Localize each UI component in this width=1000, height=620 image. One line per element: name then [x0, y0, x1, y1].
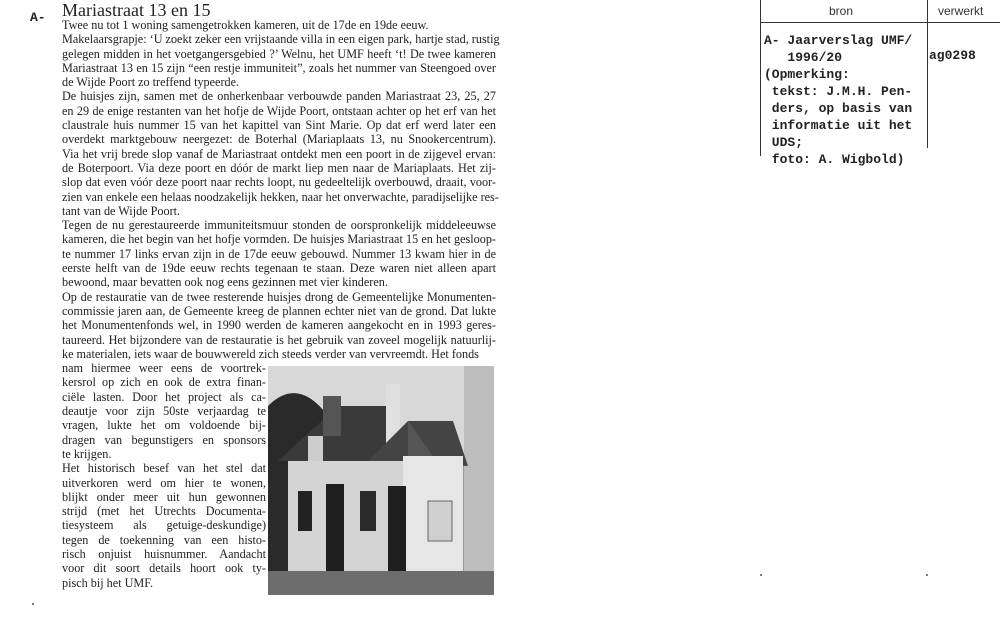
text-line: dragen van begunstigers en sponsors: [62, 432, 266, 447]
text-line: Op de restauratie van de twee resterende huisjes drong de Gemeentelijke Monumenten-: [62, 289, 496, 304]
scan-dot: [926, 574, 928, 576]
section-marker: A-: [30, 10, 46, 25]
header-verwerkt: verwerkt: [938, 4, 984, 18]
text-line: blijkt onder meer uit hun gewonnen: [62, 489, 266, 504]
text-line: deautje voor zijn 50ste verjaardag te: [62, 404, 266, 419]
text-line: eerste helft van de 19de eeuw rechts tegenaan te staan. Deze waren niet alleen apart: [62, 261, 496, 276]
paragraph: [62, 218, 496, 289]
text-line: kersrol op zich en ook de extra finan-: [62, 375, 266, 390]
header-bron: bron: [829, 4, 854, 18]
text-line: commissie jaren aan, de Gemeente kreeg de plannen echter niet van de grond. Dat lukte: [62, 303, 496, 318]
paragraph: [62, 18, 496, 32]
text-line: te krijgen.: [62, 446, 112, 461]
text-line: Het historisch besef van het stel dat: [62, 461, 266, 476]
text-line: bewoond, maar bevatten ook nog eens gezinnen met vier kinderen.: [62, 275, 388, 290]
text-line: en 29 de enige restanten van het hofje de Wijde Poort, ontstaan achter op het erf van het: [62, 103, 496, 118]
text-line: tant van de Wijde Poort.: [62, 203, 181, 218]
page-title: Mariastraat 13 en 15: [62, 0, 211, 20]
text-line: de Wijde Poort zo treffend typeerde.: [62, 75, 240, 90]
text-line: kameren, die het begin van het hofje vormden. De huisjes Mariastraat 15 en het gesloop-: [62, 232, 496, 247]
text-line: gelegen midden in het voetgangersgebied ?’ Welnu, het UMF heeft ‘t! De twee kameren: [62, 46, 496, 61]
text-line: uitverkoren werd om hier te wonen,: [62, 475, 266, 490]
text-line: strijd (met het Utrechts Documenta-: [62, 504, 266, 519]
table-header-rule: [760, 22, 1000, 23]
paragraph: [62, 89, 499, 218]
text-line: het Monumentenfonds wel, in 1990 werden de kameren aangekocht en in 1993 geres-: [62, 318, 496, 333]
text-line: nam hiermee weer eens de voortrek-: [62, 361, 266, 376]
text-line: ciële lasten. Door het project als ca-: [62, 389, 266, 404]
text-line: Mariastraat 13 en 15 zijn “een restje immuniteit”, zoals het nummer van Steengoed over: [62, 60, 496, 75]
text-line: de Boterpoort. Via deze poort en dóór de markt liep men naar de Mariaplaats. Het zij-: [62, 160, 496, 175]
text-line: voor dit soort details hoort ook ty-: [62, 561, 266, 576]
bron-cell: A- Jaarverslag UMF/ 1996/20 (Opmerking: tekst: J.M.H. Pen- ders, op basis van informatie uit het UDS; foto: A. Wigbold): [764, 33, 913, 167]
text-line: risch onjuist huisnummer. Aandacht: [62, 546, 266, 561]
text-line: vragen, lukte het om voldoende bij-: [62, 418, 266, 433]
text-line: tiesysteem als getuige-deskundige): [62, 518, 266, 533]
scan-dot: [32, 603, 34, 605]
text-line: tegen de toekenning van een histo-: [62, 532, 266, 547]
text-line: ke materialen, iets waar de bouwwereld zich steeds verder van vervreemdt. Het fonds: [62, 346, 479, 361]
text-line: Tegen de nu gerestaureerde immuniteitsmuur stonden de oorspronkelijk middeleeuwse: [62, 218, 496, 233]
text-line: Twee nu tot 1 woning samengetrokken kameren, uit de 17de en 19de eeuw.: [62, 18, 429, 32]
text-line: overdekt marktgebouw neergezet: de Boterhal (Mariaplaats 13, nu Snookercentrum).: [62, 132, 496, 147]
verwerkt-cell: ag0298: [929, 48, 976, 63]
house-photo: [268, 366, 494, 595]
text-line: zien van enkele een helaas noodzakelijk hekken, naar het onverwachte, paradijselijke res-: [62, 189, 499, 204]
text-line: Via het vrij brede slop vanaf de Mariastraat ontdekt men een poort in de zijgevel ervan:: [62, 146, 496, 161]
text-line: slop dat even vóór deze poort naar rechts loopt, nu gedeeltelijk overbouwd, draait, voor-: [62, 175, 496, 190]
text-line: pisch bij het UMF.: [62, 575, 154, 590]
text-line: claustrale huis nummer 15 van het kapittel van Sint Marie. Op dat erf werd later een: [62, 118, 496, 133]
text-line: De huisjes zijn, samen met de onherkenbaar verbouwde panden Mariastraat 23, 25, 27: [62, 89, 496, 104]
paragraph: [62, 32, 500, 90]
paragraph: [62, 290, 496, 361]
table-border-left: [760, 0, 761, 156]
text-line: te nummer 17 links ervan zijn in de 17de eeuw gebouwd. Nummer 13 kwam hier in de: [62, 246, 496, 261]
text-line: Makelaarsgrapje: ‘U zoekt zeker een vrijstaande villa in een eigen park, hartje stad, rustig: [62, 32, 500, 47]
text-line: taureerd. Het bijzondere van de restauratie is het gebruik van zoveel mogelijk natuurlij-: [62, 332, 496, 347]
scan-dot: [760, 574, 762, 576]
